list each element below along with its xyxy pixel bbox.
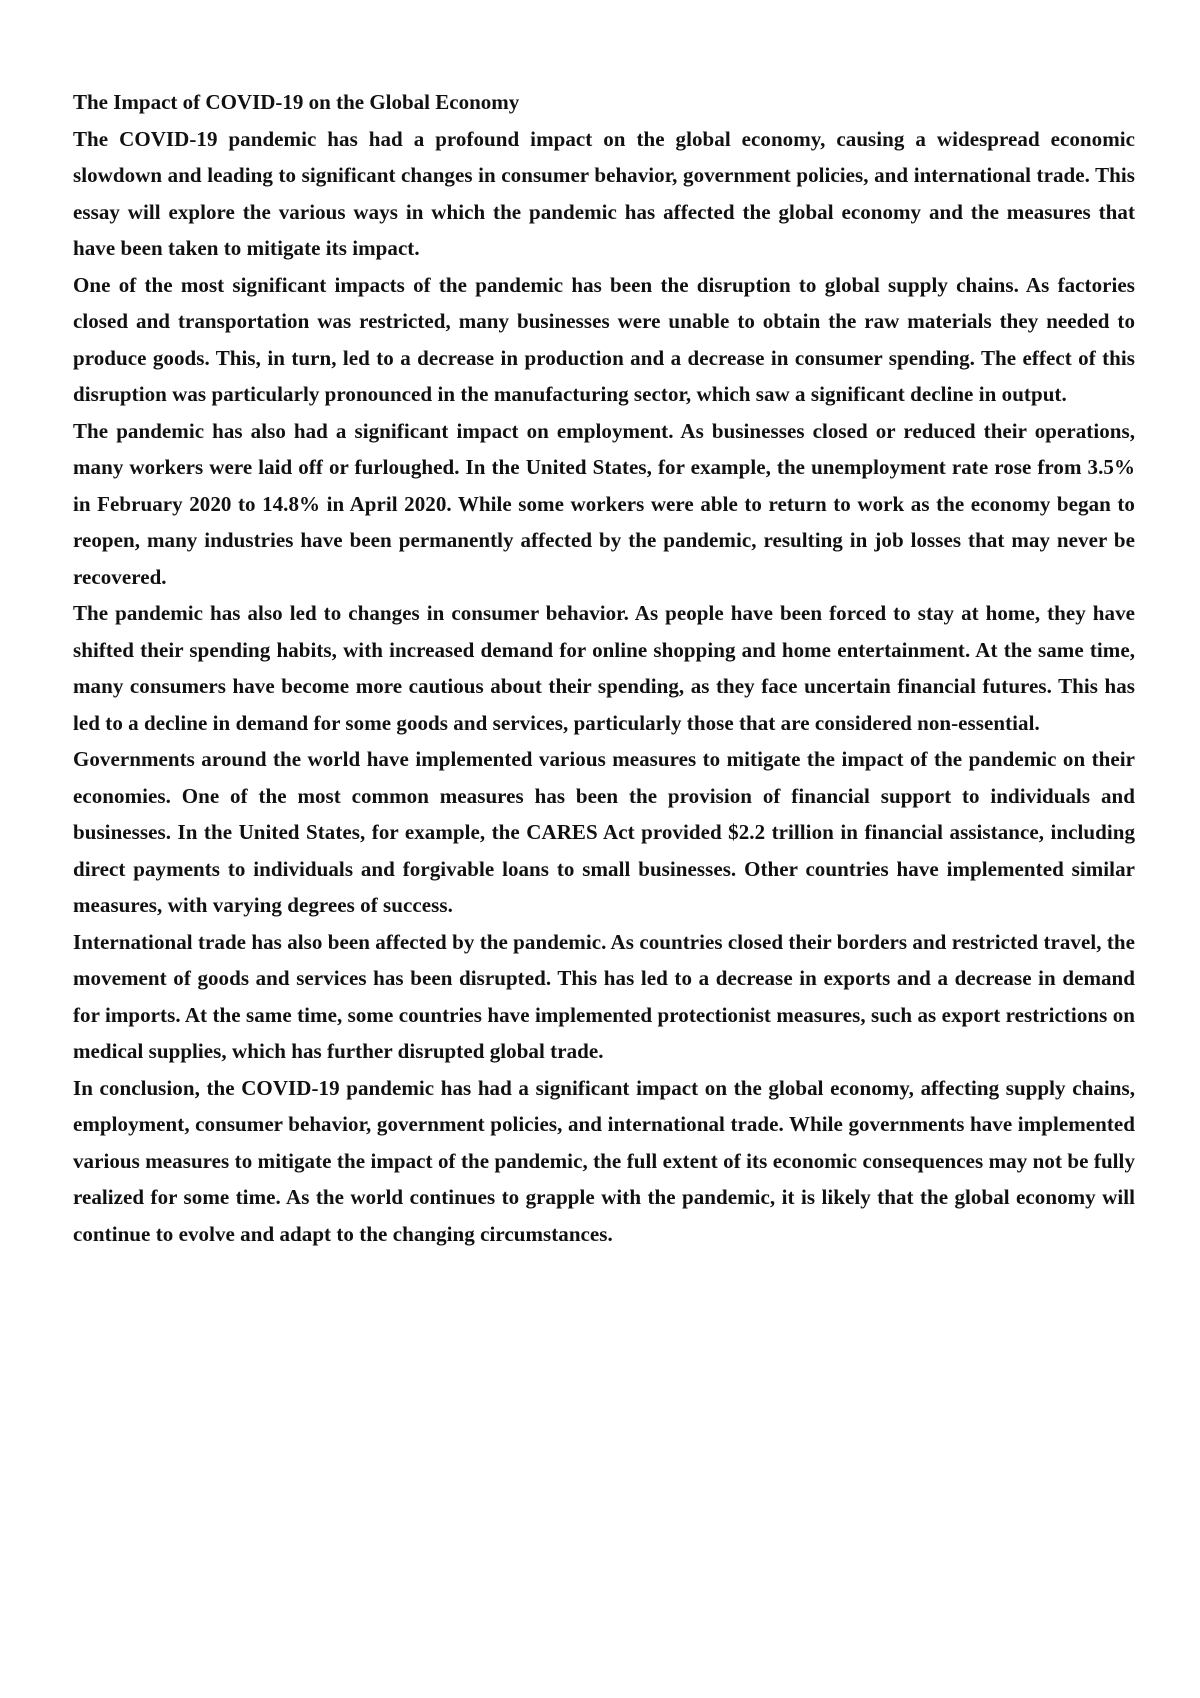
- paragraph-government-measures: Governments around the world have implemented various measures to mitigate the impact of the pandemic on their economies. One of the most common measures has been the provision of financial support to individuals and businesses. In the United States, for example, the CARES Act provided $2.2 trillion in financial assistance, including direct payments to individuals and forgivable loans to small businesses. Other countries have implemented similar measures, with varying degrees of success.: [73, 747, 1135, 917]
- paragraph-introduction: The COVID-19 pandemic has had a profound impact on the global economy, causing a widespread economic slowdown and leading to significant changes in consumer behavior, government policies, and international trade. This essay will explore the various ways in which the pandemic has affected the global economy and the measures that have been taken to mitigate its impact.: [73, 126, 1135, 260]
- document-title: The Impact of COVID-19 on the Global Economy: [73, 90, 520, 114]
- paragraph-employment: The pandemic has also had a significant impact on employment. As businesses closed or reduced their operations, many workers were laid off or furloughed. In the United States, for example, the unemployment rate rose from 3.5% in February 2020 to 14.8% in April 2020. While some workers were able to return to work as the economy began to reopen, many industries have been permanently affected by the pandemic, resulting in job losses that may never be recovered.: [73, 418, 1135, 589]
- paragraph-consumer-behavior: The pandemic has also led to changes in consumer behavior. As people have been forced to stay at home, they have shifted their spending habits, with increased demand for online shopping and home entertainment. At the same time, many consumers have become more cautious about their spending, as they face uncertain financial futures. This has led to a decline in demand for some goods and services, particularly those that are considered non-essential.: [73, 601, 1135, 735]
- paragraph-international-trade: International trade has also been affected by the pandemic. As countries closed their borders and restricted travel, the movement of goods and services has been disrupted. This has led to a decrease in exports and a decrease in demand for imports. At the same time, some countries have implemented protectionist measures, such as export restrictions on medical supplies, which has further disrupted global trade.: [73, 929, 1135, 1063]
- paragraph-conclusion: In conclusion, the COVID-19 pandemic has had a significant impact on the global economy, affecting supply chains, employment, consumer behavior, government policies, and international trade. While governments have implemented various measures to mitigate the impact of the pandemic, the full extent of its economic consequences may not be fully realized for some time. As the world continues to grapple with the pandemic, it is likely that the global economy will continue to evolve and adapt to the changing circumstances.: [73, 1075, 1135, 1246]
- paragraph-supply-chains: One of the most significant impacts of the pandemic has been the disruption to global supply chains. As factories closed and transportation was restricted, many businesses were unable to obtain the raw materials they needed to produce goods. This, in turn, led to a decrease in production and a decrease in consumer spending. The effect of this disruption was particularly pronounced in the manufacturing sector, which saw a significant decline in output.: [73, 272, 1135, 406]
- document-page: [73, 84, 1135, 1252]
